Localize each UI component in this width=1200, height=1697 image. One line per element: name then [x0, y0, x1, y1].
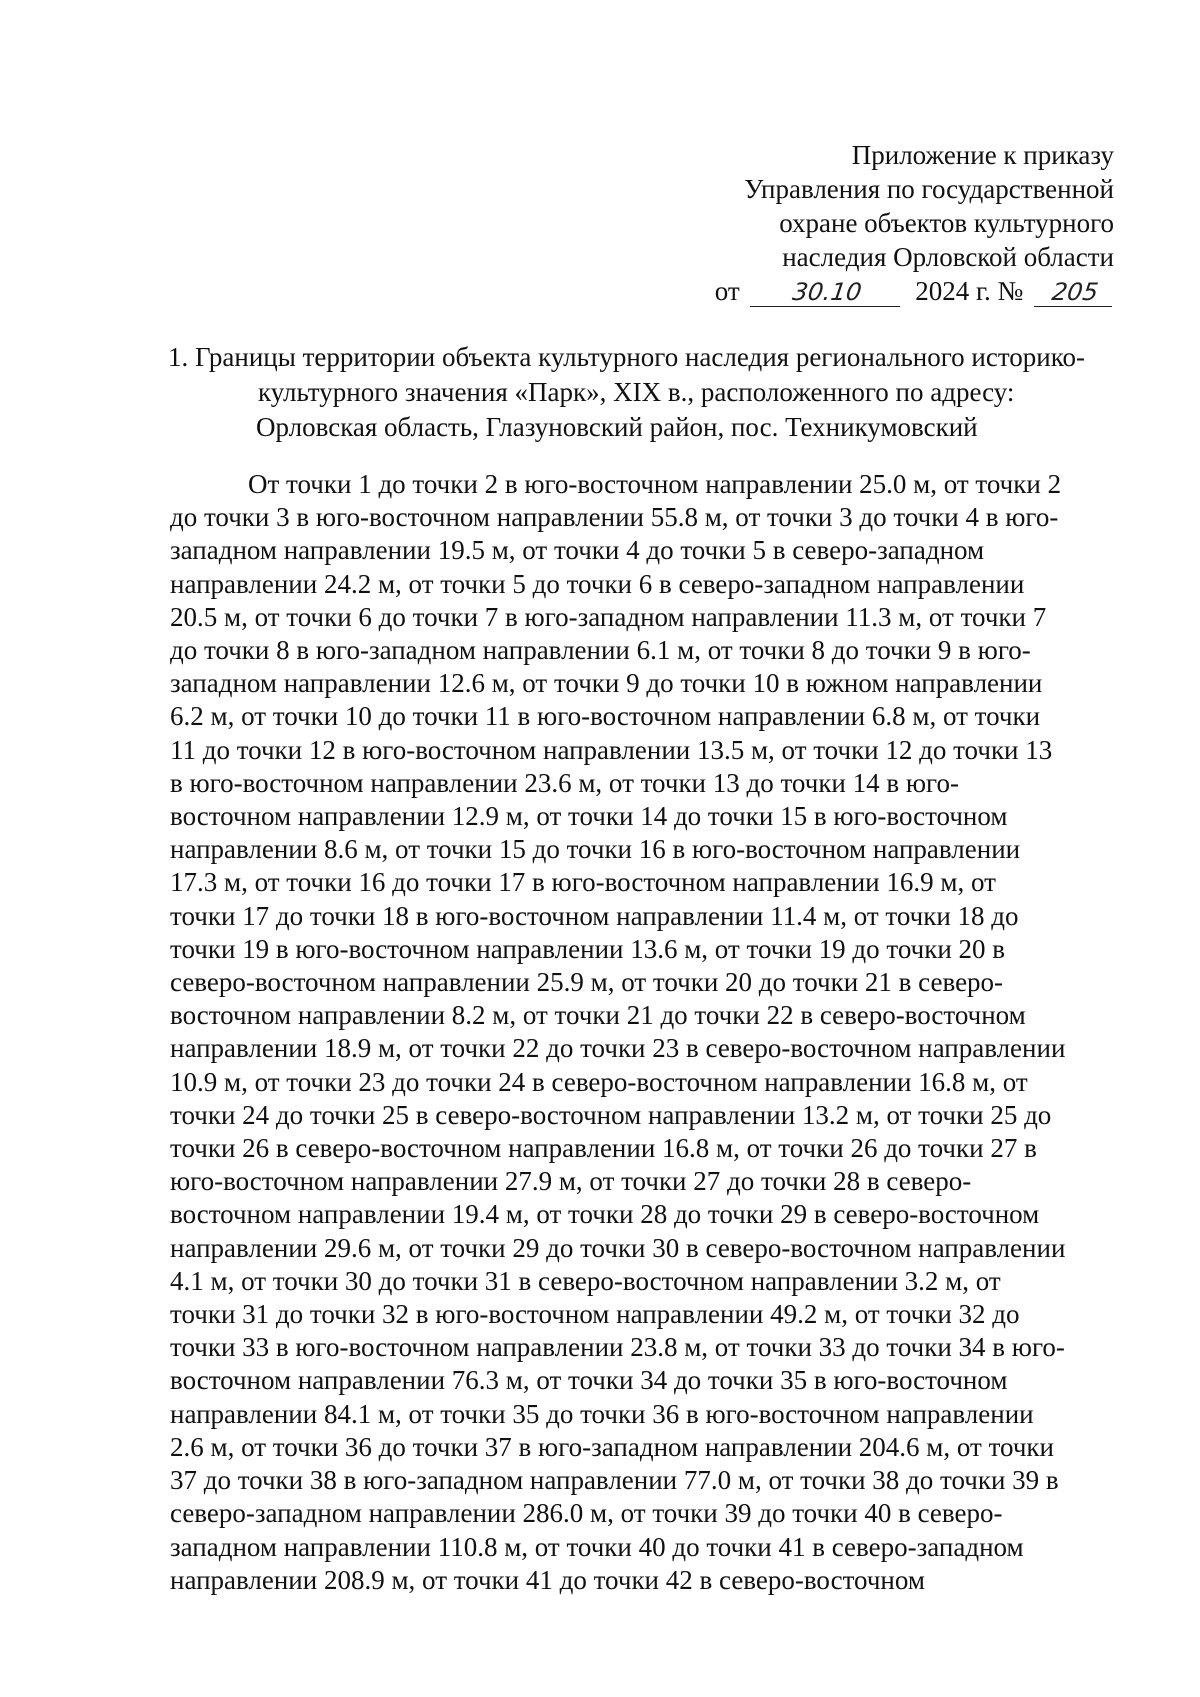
body-line: 4.1 м, от точки 30 до точки 31 в северо-восточном направлении 3.2 м, от — [170, 1265, 1001, 1296]
body-line: западном направлении 110.8 м, от точки 40 до точки 41 в северо-западном — [170, 1531, 1024, 1562]
body-line: точки 19 в юго-восточном направлении 13.6 м, от точки 19 до точки 20 в — [170, 933, 1006, 964]
heading-line: 1. Границы территории объекта культурного наследия регионального историко- — [168, 342, 1085, 372]
body-line: 11 до точки 12 в юго-восточном направлении 13.5 м, от точки 12 до точки 13 — [170, 734, 1053, 765]
heading-line: культурного значения «Парк», XIX в., расположенного по адресу: — [258, 377, 1015, 407]
appendix-header — [594, 138, 1114, 308]
body-line: 6.2 м, от точки 10 до точки 11 в юго-восточном направлении 6.8 м, от точки — [170, 701, 1041, 732]
body-line: От точки 1 до точки 2 в юго-восточном направлении 25.0 м, от точки 2 — [248, 469, 1062, 499]
body-line: в юго-восточном направлении 23.6 м, от точки 13 до точки 14 в юго- — [170, 767, 959, 798]
body-line: западном направлении 19.5 м, от точки 4 до точки 5 в северо-западном — [170, 535, 985, 566]
body-line: точки 24 до точки 25 в северо-восточном направлении 13.2 м, от точки 25 до — [170, 1099, 1052, 1130]
appendix-line: Приложение к приказу — [851, 140, 1114, 170]
body-line: юго-восточном направлении 27.9 м, от точки 27 до точки 28 в северо- — [170, 1166, 972, 1197]
body-line: направлении 8.6 м, от точки 15 до точки 16 в юго-восточном направлении — [170, 834, 1021, 865]
order-year-label: 2024 г. № — [915, 276, 1024, 306]
body-line: восточном направлении 12.9 м, от точки 14 до точки 15 в юго-восточном — [170, 801, 1008, 832]
body-line: направлении 24.2 м, от точки 5 до точки 6 в северо-западном направлении — [170, 568, 1025, 599]
appendix-line: Управления по государственной — [744, 174, 1114, 204]
body-line: направлении 84.1 м, от точки 35 до точки 36 в юго-восточном направлении — [170, 1398, 1034, 1429]
body-line: западном направлении 12.6 м, от точки 9 до точки 10 в южном направлении — [170, 668, 1043, 699]
boundary-description — [170, 468, 1120, 1597]
body-line: направлении 208.9 м, от точки 41 до точки 42 в северо-восточном — [170, 1564, 925, 1595]
body-line: до точки 3 в юго-восточном направлении 55.8 м, от точки 3 до точки 4 в юго- — [170, 502, 1059, 533]
body-line: точки 33 в юго-восточном направлении 23.8 м, от точки 33 до точки 34 в юго- — [170, 1332, 1065, 1363]
date-prefix: от — [714, 276, 740, 306]
body-line: 37 до точки 38 в юго-западном направлении 77.0 м, от точки 38 до точки 39 в — [170, 1465, 1059, 1496]
body-line: направлении 18.9 м, от точки 22 до точки 23 в северо-восточном направлении — [170, 1033, 1066, 1064]
handwritten-order-number: 205 — [1034, 278, 1116, 307]
body-line: 20.5 м, от точки 6 до точки 7 в юго-западном направлении 11.3 м, от точки 7 — [170, 601, 1047, 632]
body-line: восточном направлении 8.2 м, от точки 21 до точки 22 в северо-восточном — [170, 1000, 1026, 1031]
body-line: до точки 8 в юго-западном направлении 6.1 м, от точки 8 до точки 9 в юго- — [170, 635, 1031, 666]
body-line: северо-восточном направлении 25.9 м, от точки 20 до точки 21 в северо- — [170, 967, 1004, 998]
appendix-line: охране объектов культурного — [779, 208, 1114, 238]
body-line: восточном направлении 19.4 м, от точки 28 до точки 29 в северо-восточном — [170, 1199, 1040, 1230]
body-line: направлении 29.6 м, от точки 29 до точки 30 в северо-восточном направлении — [170, 1232, 1066, 1263]
section-heading — [168, 340, 1128, 445]
body-line: северо-западном направлении 286.0 м, от точки 39 до точки 40 в северо- — [170, 1498, 1003, 1529]
body-line: точки 17 до точки 18 в юго-восточном направлении 11.4 м, от точки 18 до — [170, 900, 1019, 931]
body-line: 2.6 м, от точки 36 до точки 37 в юго-западном направлении 204.6 м, от точки — [170, 1431, 1054, 1462]
heading-line: Орловская область, Глазуновский район, пос. Техникумовский — [256, 412, 978, 442]
body-line: 17.3 м, от точки 16 до точки 17 в юго-восточном направлении 16.9 м, от — [170, 867, 996, 898]
body-line: 10.9 м, от точки 23 до точки 24 в северо-восточном направлении 16.8 м, от — [170, 1066, 1028, 1097]
body-line: точки 31 до точки 32 в юго-восточном направлении 49.2 м, от точки 32 до — [170, 1299, 1020, 1330]
body-line: восточном направлении 76.3 м, от точки 34 до точки 35 в юго-восточном — [170, 1365, 1008, 1396]
body-line: точки 26 в северо-восточном направлении 16.8 м, от точки 26 до точки 27 в — [170, 1133, 1037, 1164]
handwritten-date: 30.10 — [750, 278, 904, 307]
order-date-line — [594, 274, 1114, 308]
appendix-line: наследия Орловской области — [782, 242, 1114, 272]
